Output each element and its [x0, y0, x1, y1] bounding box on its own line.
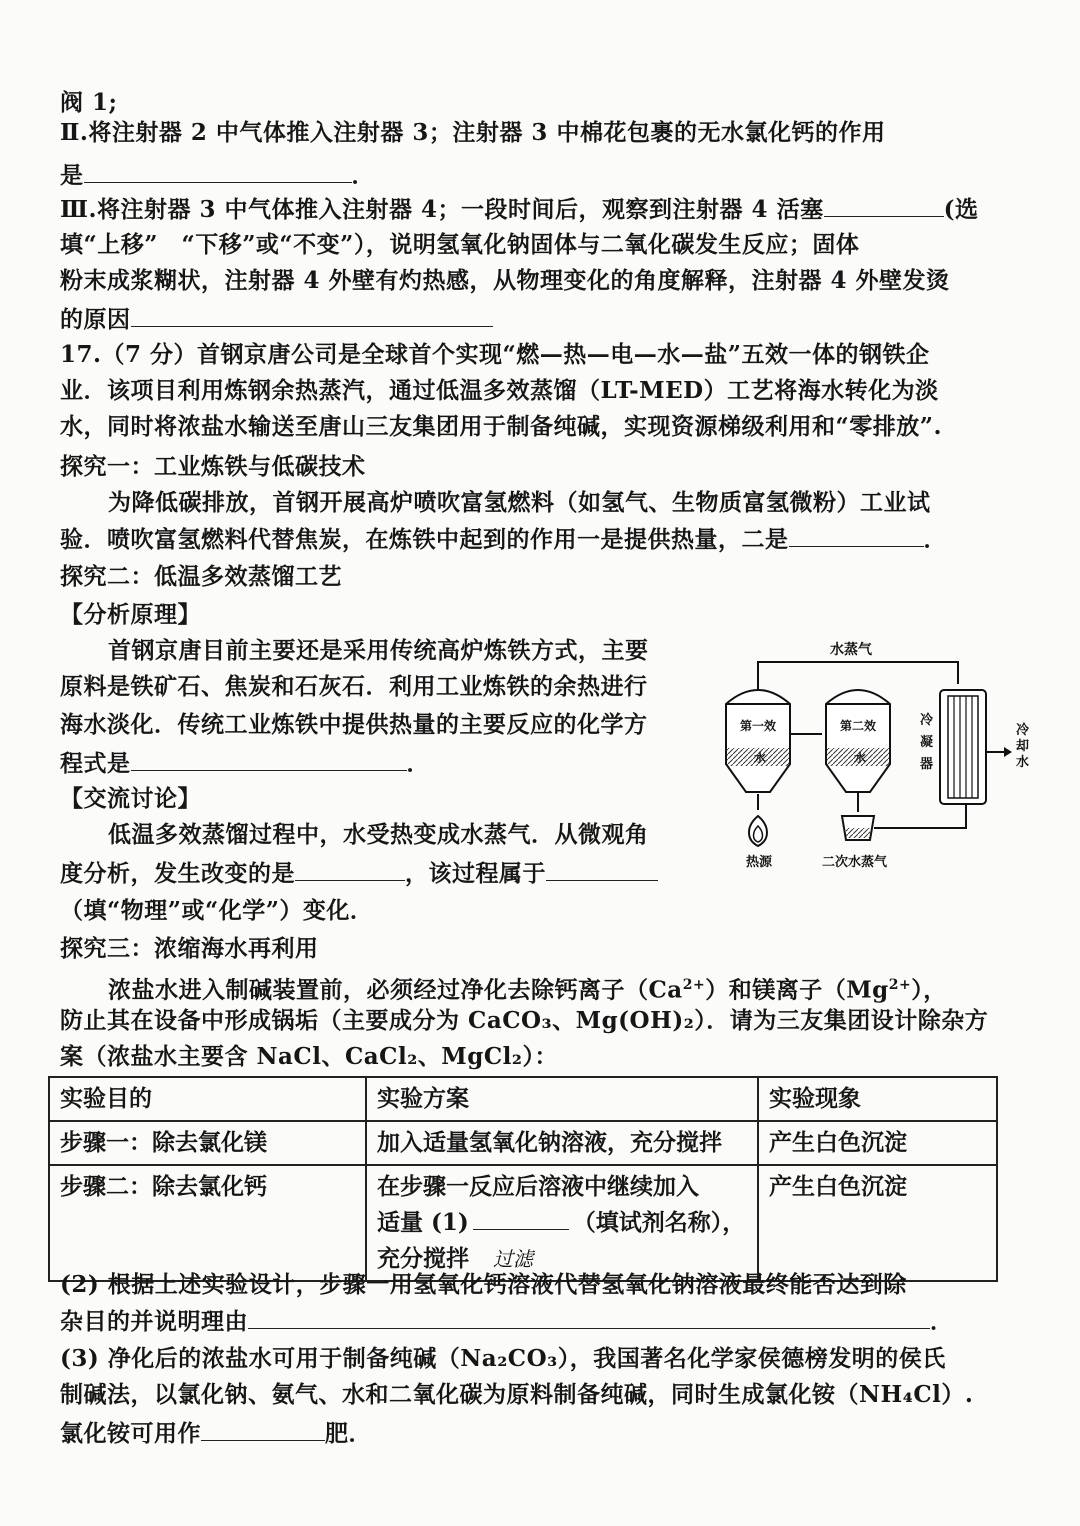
question-2-answer-line: 杂目的并说明理由 ．: [60, 1308, 954, 1335]
section-title-3: 探究三：浓缩海水再利用: [60, 935, 319, 962]
header-observation: 实验现象: [758, 1077, 997, 1121]
header-plan: 实验方案: [366, 1077, 758, 1121]
section-title-1: 探究一：工业炼铁与低碳技术: [60, 453, 366, 480]
answer-blank[interactable]: [546, 858, 658, 881]
step-2-answer-line: 是 ．: [60, 162, 375, 189]
question-3-answer-line: 氯化铵可用作 肥．: [60, 1420, 372, 1447]
table-row: [49, 1121, 997, 1165]
section-1-text: 为降低碳排放，首钢开展高炉喷吹富氢燃料（如氢气、生物质富氢微粉）工业试: [108, 489, 931, 516]
condenser-label: 凝: [920, 735, 934, 750]
condenser-label: 冷: [920, 713, 934, 728]
equation-answer-line: 程式是 ．: [60, 750, 430, 777]
section-3-text-3: 案（浓盐水主要含 NaCl、CaCl₂、MgCl₂）：: [60, 1043, 558, 1070]
condenser-label: 器: [920, 757, 934, 772]
answer-blank[interactable]: [824, 194, 944, 217]
step-3-text-2: 填“上移” “下移”或“不变”），说明氢氧化钠固体与二氧化碳发生反应；固体: [60, 231, 860, 258]
discussion-answer-line: 度分析，发生改变的是 ，该过程属于: [60, 858, 658, 889]
answer-blank[interactable]: [789, 524, 924, 547]
step-1-observation: 产生白色沉淀: [758, 1121, 997, 1165]
distillation-diagram: [718, 634, 1038, 874]
question-3-text-1: (3) 净化后的浓盐水可用于制备纯碱（Na₂CO₃），我国著名化学家侯德榜发明的侯氏: [60, 1345, 946, 1372]
section-3-text-2: 防止其在设备中形成锅垢（主要成分为 CaCO₃、Mg(OH)₂）．请为三友集团设计除杂方: [60, 1007, 989, 1034]
steam-label: 水蒸气: [830, 642, 872, 658]
discussion-heading: 【交流讨论】: [60, 785, 201, 812]
cooling-water-label: 冷: [1016, 723, 1030, 738]
question-2-text: (2) 根据上述实验设计，步骤一用氢氧化钙溶液代替氢氧化钠溶液最终能否达到除: [60, 1271, 907, 1298]
steam-pipe: [758, 662, 958, 690]
discussion-text-3: （填“物理”或“化学”）变化．: [60, 897, 374, 924]
answer-blank[interactable]: [131, 304, 493, 327]
step-3-answer-line: 的原因: [60, 304, 493, 335]
analysis-text-2: 原料是铁矿石、焦炭和石灰石．利用工业炼铁的余热进行: [60, 673, 648, 700]
second-effect-label: 第二效: [840, 719, 877, 733]
answer-blank[interactable]: [295, 858, 405, 881]
step-2-goal: 步骤二：除去氯化钙: [49, 1165, 366, 1281]
flame-icon: [749, 794, 767, 846]
experiment-table: [48, 1076, 998, 1282]
header-goal: 实验目的: [49, 1077, 366, 1121]
first-effect-label: 第一效: [740, 719, 777, 733]
arrow-right-icon: [1004, 747, 1012, 757]
section-title-2: 探究二：低温多效蒸馏工艺: [60, 563, 342, 590]
step-1-goal: 步骤一：除去氯化镁: [49, 1121, 366, 1165]
step-1-plan: 加入适量氢氧化钠溶液，充分搅拌: [366, 1121, 758, 1165]
condenser: [940, 690, 986, 804]
step-2-plan: [366, 1165, 758, 1281]
step-3-text-3: 粉末成浆糊状，注射器 4 外壁有灼热感，从物理变化的角度解释，注射器 4 外壁发烫: [60, 267, 950, 294]
cooling-water-label: 水: [1016, 755, 1030, 770]
step-2-plan-line-1: 在步骤一反应后溶液中继续加入: [377, 1173, 699, 1200]
answer-blank[interactable]: [84, 160, 352, 183]
analysis-heading: 【分析原理】: [60, 601, 201, 628]
answer-blank[interactable]: [201, 1418, 325, 1441]
step-3-text: Ⅲ.将注射器 3 中气体推入注射器 4；一段时间后，观察到注射器 4 活塞 (选: [60, 196, 979, 223]
question-17-intro-3: 水，同时将浓盐水输送至唐山三友集团用于制备纯碱，实现资源梯级利用和“零排放”.: [60, 413, 942, 440]
table-row: [49, 1165, 997, 1281]
step-2-plan-line-2: 适量 (1) （填试剂名称），: [377, 1209, 746, 1236]
step-2-observation: 产生白色沉淀: [758, 1165, 997, 1281]
line-valve: 阀 1;: [60, 89, 118, 116]
section-3-text-1: 浓盐水进入制碱装置前，必须经过净化去除钙离子$(Ca^{2+})$和镁离子$(Mg^{2+})$，: [108, 976, 947, 1004]
handwritten-note: 过滤: [493, 1247, 534, 1271]
water-label-1: 水: [754, 751, 767, 765]
second-effect-vessel: [826, 690, 890, 792]
secondary-steam-label: 二次水蒸气: [822, 855, 888, 870]
water-label-2: 水: [854, 751, 867, 765]
answer-blank[interactable]: [248, 1306, 930, 1329]
table-header-row: [49, 1077, 997, 1121]
analysis-text-1: 首钢京唐目前主要还是采用传统高炉炼铁方式，主要: [108, 637, 649, 664]
question-17-intro: 17.（7 分）首钢京唐公司是全球首个实现“燃—热—电—水—盐”五效一体的钢铁企: [60, 341, 930, 368]
heat-source-label: 热源: [746, 855, 773, 870]
cooling-water-label: 却: [1016, 739, 1030, 754]
question-17-intro-2: 业．该项目利用炼钢余热蒸汽，通过低温多效蒸馏（LT-MED）工艺将海水转化为淡: [60, 377, 939, 404]
answer-blank[interactable]: [131, 748, 407, 771]
section-1-answer-line: 验．喷吹富氢燃料代替焦炭，在炼铁中起到的作用一是提供热量，二是 ．: [60, 526, 947, 553]
answer-blank[interactable]: [473, 1207, 569, 1230]
analysis-text-3: 海水淡化．传统工业炼铁中提供热量的主要反应的化学方: [60, 711, 648, 738]
step-2-text: Ⅱ.将注射器 2 中气体推入注射器 3；注射器 3 中棉花包裹的无水氯化钙的作用: [60, 119, 886, 146]
step-2-plan-line-3: 充分搅拌 过滤: [377, 1245, 534, 1272]
first-effect-vessel: [726, 690, 790, 792]
question-3-text-2: 制碱法，以氯化钠、氨气、水和二氧化碳为原料制备纯碱，同时生成氯化铵（NH₄Cl）.: [60, 1381, 974, 1408]
discussion-text-1: 低温多效蒸馏过程中，水受热变成水蒸气．从微观角: [108, 821, 649, 848]
